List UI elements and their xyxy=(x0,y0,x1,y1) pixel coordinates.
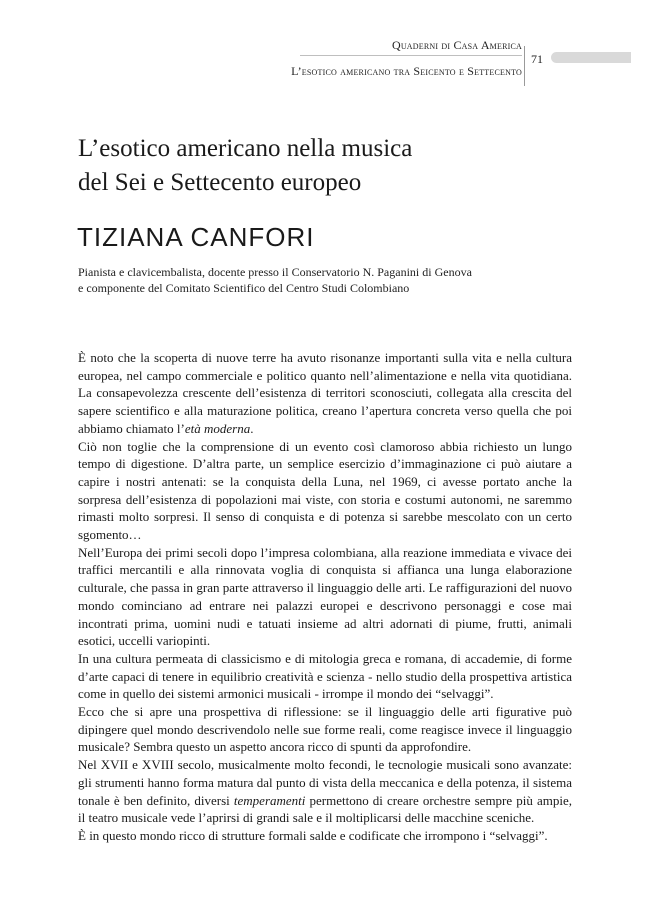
page-number: 71 xyxy=(531,52,543,66)
header-rule xyxy=(300,55,522,56)
paragraph xyxy=(78,756,572,827)
paragraph xyxy=(78,349,572,438)
article-body xyxy=(78,349,572,845)
affiliation-line1: Pianista e clavicembalista, docente presso il Conservatorio N. Paganini di Genova xyxy=(78,265,472,279)
article-title-line1: L’esotico americano nella musica xyxy=(78,135,413,162)
paragraph: Ecco che si apre una prospettiva di riflessione: se il linguaggio delle arti figurative può dipingere quel mondo descrivendolo nelle sue forme reali, come reagisce invece il linguaggio musicale? Sembra questo un aspetto ancora ricco di spunti da approfondire. xyxy=(78,704,572,755)
paragraph-text: . xyxy=(250,420,254,436)
page-tab-marker xyxy=(551,52,631,63)
emphasis: temperamenti xyxy=(233,792,306,808)
running-head xyxy=(0,38,650,82)
article-title xyxy=(78,132,578,200)
author-affiliation xyxy=(78,264,598,296)
article-title-line2: del Sei e Settecento europeo xyxy=(78,169,362,196)
running-article-title: L’esotico americano tra Seicento e Settecento xyxy=(291,64,522,78)
paragraph-text: permettono di creare orchestre sempre più ampie, il teatro musicale vede l’aprirsi di grandi sale e il moltiplicarsi delle macchine sceniche. xyxy=(78,792,572,826)
paragraph: Ciò non toglie che la comprensione di un evento così clamoroso abbia richiesto un lungo tempo di digestione. D’altra parte, un semplice esercizio d’immaginazione ci può aiutare a capire i nostri antenati: se la conquista della Luna, nel 1969, ci avesse portato anche la sorpresa dell’esistenza di popolazioni mai viste, con storia e costumi autonomi, ne saremmo rimasti molto sorpresi. Il senso di conquista e di potenza si sarebbe mescolato con un certo sgomento… xyxy=(78,438,572,543)
emphasis: età moderna xyxy=(184,420,251,436)
paragraph-text: Nel XVII e XVIII secolo, musicalmente molto fecondi, le tecnologie musicali sono avanzate: gli strumenti hanno forma matura dal punto di vista della meccanica e della potenza, il sistema tonale è ben definito, diversi xyxy=(78,757,572,808)
journal-name: Quaderni di Casa America xyxy=(391,38,522,52)
paragraph: In una cultura permeata di classicismo e di mitologia greca e romana, di accademie, di forme d’arte capaci di tenere in equilibrio creatività e scienza - nello studio della prospettiva artistica come in quello dei sistemi armonici musicali - irrompe il mondo dei “selvaggi”. xyxy=(78,650,572,702)
author-name: TIZIANA CANFORI xyxy=(77,222,315,252)
header-divider xyxy=(524,46,525,86)
affiliation-line2: e componente del Comitato Scientifico del Centro Studi Colombiano xyxy=(78,281,410,295)
paragraph-text: È noto che la scoperta di nuove terre ha avuto risonanze importanti sulla vita e nella cultura europea, nel campo commerciale e politico quanto nell’alimentazione e nella vita quotidiana. La consapevolezza crescente dell’esistenza di territori sconosciuti, collegata alla crescita del sapere scientifico e alla maturazione politica, creano l’apertura concreta verso quella che poi abbiamo chiamato l’ xyxy=(78,350,572,436)
paragraph: È in questo mondo ricco di strutture formali salde e codificate che irrompono i “selvaggi”. xyxy=(78,827,548,843)
paragraph: Nell’Europa dei primi secoli dopo l’impresa colombiana, alla reazione immediata e vivace dei traffici mercantili e alla rinnovata voglia di conquista si affianca una lunga elaborazione culturale, che passa in gran parte attraverso il linguaggio delle arti. Le raffigurazioni del nuovo mondo cominciano ad entrare nei palazzi europei e descrivono personaggi e cose mai incontrati prima, uomini nudi e tatuati insieme ad altri adornati di piume, frutti, animali esotici, uccelli variopinti. xyxy=(78,544,572,649)
